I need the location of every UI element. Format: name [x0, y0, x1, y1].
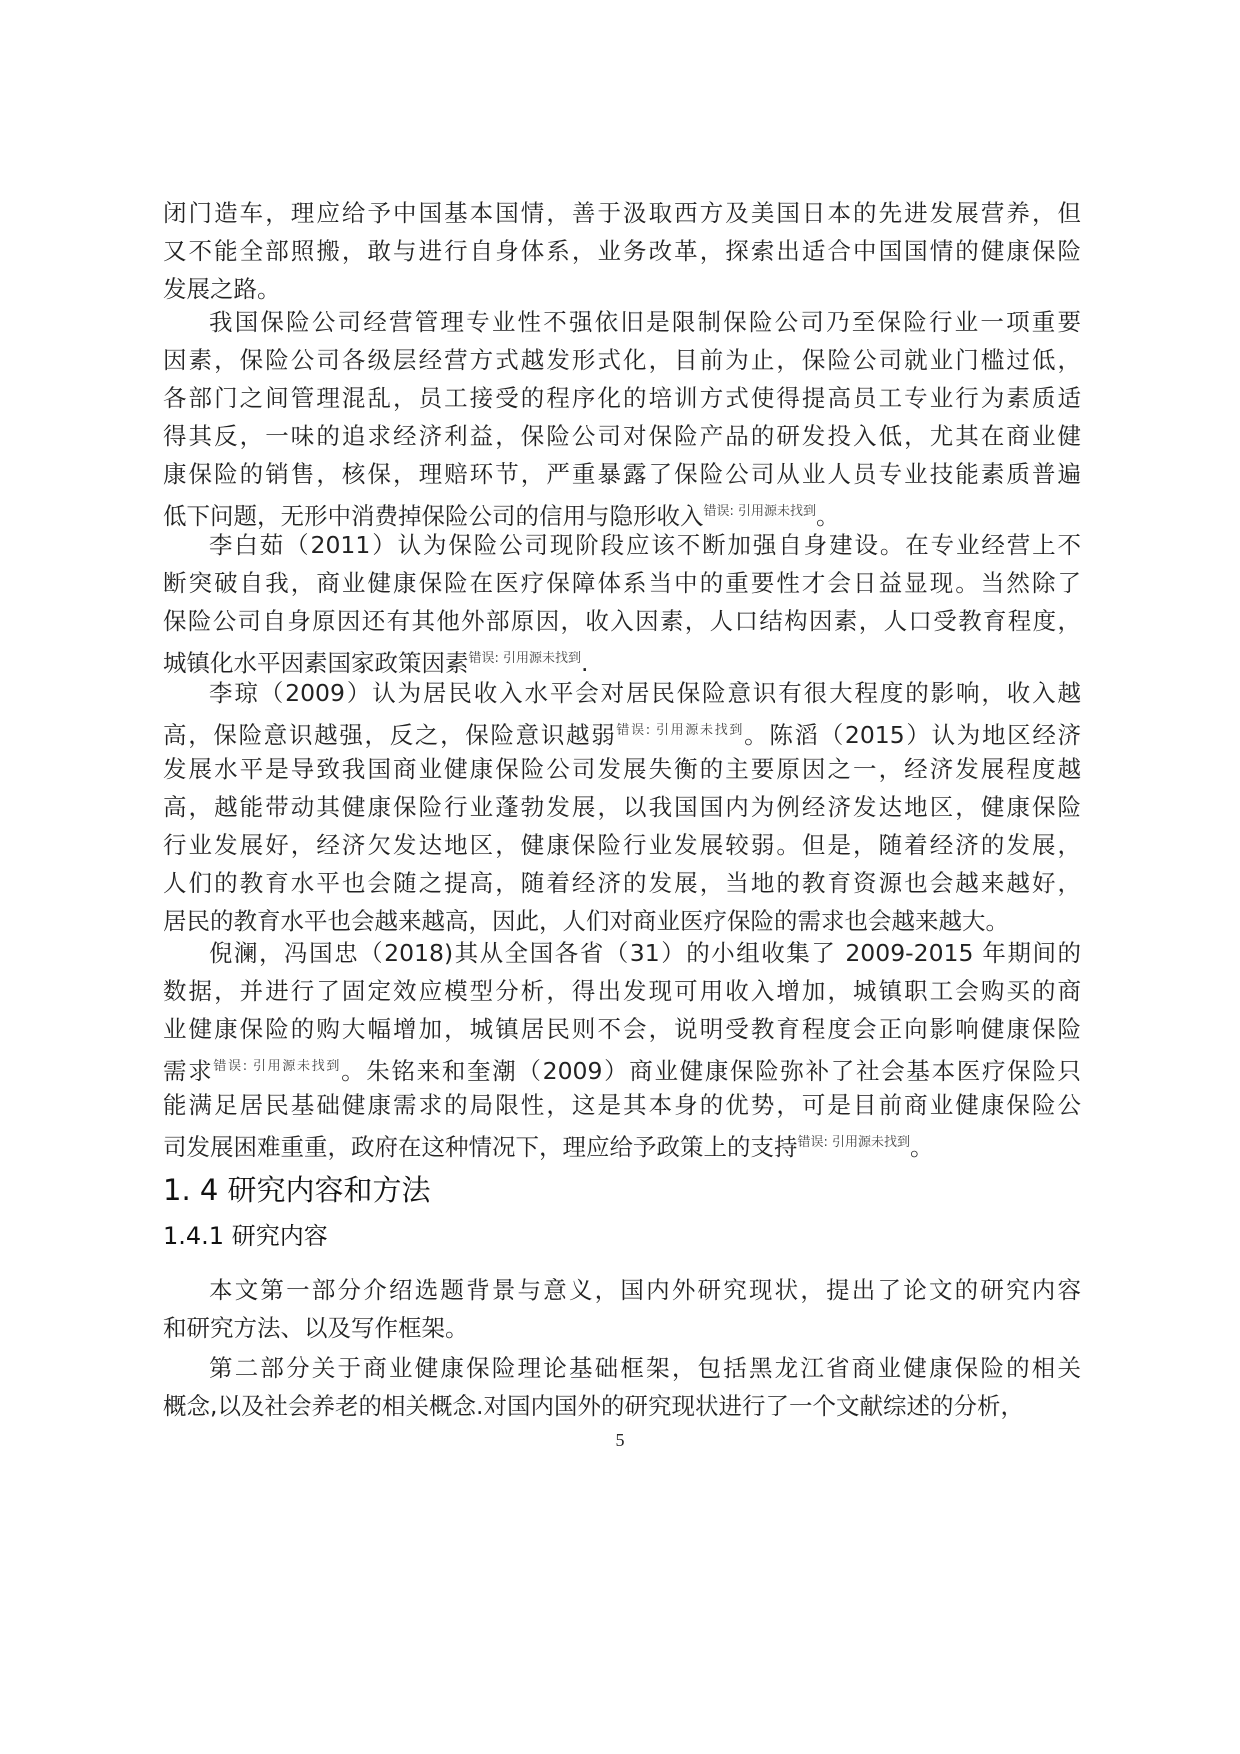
paragraph: [163, 303, 1081, 531]
text-line: [163, 379, 1081, 417]
text-line: [163, 1086, 1081, 1124]
line-text: 发展之路。: [163, 275, 281, 303]
line-text: 保险公司自身原因还有其他外部原因，收入因素，人口结构因素，人口受教育程度，: [163, 607, 1081, 635]
text-line: [163, 1309, 1081, 1347]
line-text: 城镇化水平因素国家政策因素: [163, 649, 469, 677]
line-text: .: [581, 649, 589, 677]
line-text: 我国保险公司经营管理专业性不强依旧是限制保险公司乃至保险行业一项重要: [209, 308, 1081, 336]
line-text: 能满足居民基础健康需求的局限性，这是其本身的优势，可是目前商业健康保险公: [163, 1091, 1081, 1119]
line-text: 业健康保险的购大幅增加，城镇居民则不会，说明受教育程度会正向影响健康保险: [163, 1015, 1081, 1043]
line-text: 高，保险意识越强，反之，保险意识越弱: [163, 721, 617, 749]
text-line: [163, 826, 1081, 864]
text-line: [163, 194, 1081, 232]
paragraph: [163, 674, 1081, 940]
text-line: [163, 1124, 1081, 1162]
citation-error-ref[interactable]: 错误: 引用源未找到: [616, 723, 745, 738]
line-text: 闭门造车，理应给予中国基本国情，善于汲取西方及美国日本的先进发展营养，但: [163, 199, 1081, 227]
text-line: [163, 788, 1081, 826]
text-line: [163, 864, 1081, 902]
line-text: 。陈滔（2015）认为地区经济: [744, 721, 1082, 749]
text-line: [163, 712, 1081, 750]
line-text: 需求: [163, 1057, 214, 1085]
text-line: [163, 455, 1081, 493]
line-text: 李白茹（2011）认为保险公司现阶段应该不断加强自身建设。在专业经营上不: [209, 531, 1081, 559]
line-text: 又不能全部照搬，敢与进行自身体系，业务改革，探索出适合中国国情的健康保险: [163, 237, 1081, 265]
text-line: [163, 417, 1081, 455]
paragraph: [163, 1349, 1081, 1425]
citation-error-ref[interactable]: 错误: 引用源未找到: [797, 1135, 911, 1150]
text-line: [163, 1349, 1081, 1387]
citation-error-ref[interactable]: 错误: 引用源未找到: [213, 1059, 342, 1074]
line-text: 因素，保险公司各级层经营方式越发形式化，目前为止，保险公司就业门槛过低，: [163, 346, 1081, 374]
text-line: [163, 232, 1081, 270]
paragraph: [163, 1271, 1081, 1347]
subsection-heading: 1.4.1 研究内容: [163, 1222, 328, 1250]
line-text: 数据，并进行了固定效应模型分析，得出发现可用收入增加，城镇职工会购买的商: [163, 977, 1081, 1005]
text-line: [163, 640, 1081, 678]
text-line: [163, 564, 1081, 602]
citation-error-ref[interactable]: 错误: 引用源未找到: [703, 504, 817, 519]
text-line: [163, 674, 1081, 712]
citation-error-ref[interactable]: 错误: 引用源未找到: [468, 651, 582, 666]
line-text: 。: [816, 502, 840, 530]
line-text: 低下问题，无形中消费掉保险公司的信用与隐形收入: [163, 502, 704, 530]
line-text: 司发展困难重重，政府在这种情况下，理应给予政策上的支持: [163, 1133, 798, 1161]
text-line: [163, 1387, 1081, 1425]
line-text: 。朱铭来和奎潮（2009）商业健康保险弥补了社会基本医疗保险只: [341, 1057, 1082, 1085]
text-line: [163, 526, 1081, 564]
text-line: [163, 303, 1081, 341]
paragraph: [163, 194, 1081, 308]
line-text: 得其反，一味的追求经济利益，保险公司对保险产品的研发投入低，尤其在商业健: [163, 422, 1081, 450]
page-number: 5: [615, 1430, 625, 1450]
line-text: 断突破自我，商业健康保险在医疗保障体系当中的重要性才会日益显现。当然除了: [163, 569, 1081, 597]
line-text: 发展水平是导致我国商业健康保险公司发展失衡的主要原因之一，经济发展程度越: [163, 755, 1081, 783]
line-text: 居民的教育水平也会越来越高，因此，人们对商业医疗保险的需求也会越来越大。: [163, 907, 1009, 935]
line-text: 。: [910, 1133, 934, 1161]
line-text: 行业发展好，经济欠发达地区，健康保险行业发展较弱。但是，随着经济的发展，: [163, 831, 1081, 859]
text-line: [163, 341, 1081, 379]
text-line: [163, 1048, 1081, 1086]
line-text: 李琼（2009）认为居民收入水平会对居民保险意识有很大程度的影响，收入越: [209, 679, 1081, 707]
paragraph: [163, 934, 1081, 1162]
text-line: [163, 1271, 1081, 1309]
line-text: 本文第一部分介绍选题背景与意义，国内外研究现状，提出了论文的研究内容: [209, 1276, 1081, 1304]
line-text: 各部门之间管理混乱，员工接受的程序化的培训方式使得提高员工专业行为素质适: [163, 384, 1081, 412]
line-text: 康保险的销售，核保，理赔环节，严重暴露了保险公司从业人员专业技能素质普遍: [163, 460, 1081, 488]
line-text: 概念,以及社会养老的相关概念.对国内国外的研究现状进行了一个文献综述的分析，: [163, 1392, 1024, 1420]
section-heading: 1. 4 研究内容和方法: [163, 1173, 431, 1207]
line-text: 人们的教育水平也会随之提高，随着经济的发展，当地的教育资源也会越来越好，: [163, 869, 1081, 897]
line-text: 倪澜，冯国忠（2018)其从全国各省（31）的小组收集了 2009-2015 年期间的: [209, 939, 1081, 967]
text-line: [163, 750, 1081, 788]
line-text: 高，越能带动其健康保险行业蓬勃发展，以我国国内为例经济发达地区，健康保险: [163, 793, 1081, 821]
text-line: [163, 602, 1081, 640]
paragraph: [163, 526, 1081, 678]
text-line: [163, 1010, 1081, 1048]
line-text: 和研究方法、以及写作框架。: [163, 1314, 469, 1342]
text-line: [163, 934, 1081, 972]
text-line: [163, 972, 1081, 1010]
line-text: 第二部分关于商业健康保险理论基础框架，包括黑龙江省商业健康保险的相关: [209, 1354, 1081, 1382]
